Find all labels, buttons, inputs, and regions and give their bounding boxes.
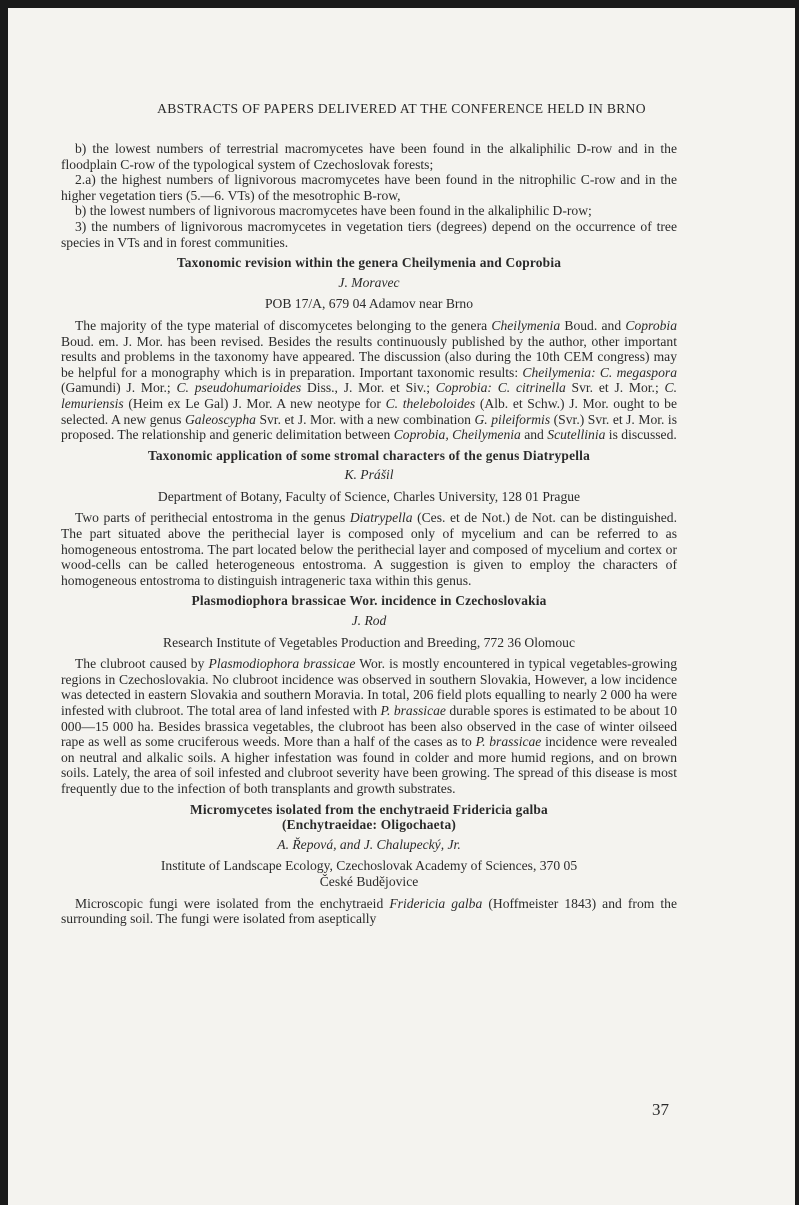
continuation-paragraph: b) the lowest numbers of terrestrial macromycetes have been found in the alkaliphilic D-row and in the floodplain C-row of the typological system of Czechoslovak forests; (61, 141, 677, 172)
article-title: Micromycetes isolated from the enchytraeid Fridericia galba (Enchytraeidae: Oligochaeta) (190, 801, 548, 833)
running-head: ABSTRACTS OF PAPERS DELIVERED AT THE CONFERENCE HELD IN BRNO (157, 101, 646, 116)
abstract-text: The majority of the type material of discomycetes belonging to the genera Cheilymenia Boud. and Coprobia Boud. em. J. Mor. has been revised. Besides the results continuously published by the author, other important results and problems in the taxonomy have appeared. The discussion (also during the 10th CEM congress) may be helpful for a monography which is in preparation. Important taxonomic results: Cheilymenia: C. megaspora (Gamundi) J. Mor.; C. pseudohumarioides Diss., J. Mor. et Siv.; Coprobia: C. citrinella Svr. et J. Mor.; C. lemuriensis (Heim ex Le Gal) J. Mor. A new neotype for C. theleboloides (Alb. et Schw.) J. Mor. ought to be selected. A new genus Galeoscypha Svr. et J. Mor. with a new combination G. pileiformis (Svr.) Svr. et J. Mor. is proposed. The relationship and generic delimitation between Coprobia, Cheilymenia and Scutellinia is discussed. (61, 317, 677, 443)
article-title: Plasmodiophora brassicae Wor. incidence in Czechoslovakia (191, 593, 547, 609)
article-author: K. Prášil (344, 467, 394, 483)
journal-page (8, 8, 795, 1205)
article-author: A. Řepová, and J. Chalupecký, Jr. (277, 836, 461, 852)
abstract-text: The clubroot caused by Plasmodiophora brassicae Wor. is mostly encountered in typical vegetables-growing regions in Czechoslovakia. No clubroot incidence was observed in southern Slovakia, However, a low incidence was detected in eastern Slovakia and southern Moravia. In total, 206 field plots equalling to nearly 2 000 ha were infested with clubroot. The total area of land infested with P. brassicae durable spores is estimated to be about 10 000—15 000 ha. Besides brassica vegetables, the clubroot has been also observed in the case of winter oilseed rape as well as some cruciferous weeds. More than a half of the cases as to P. brassicae incidence were revealed on neutral and alkalic soils. A higher infestation was found in colder and more humid regions, and on brown soils. Lately, the area of soil infested and clubroot severity have been growing. The spread of this disease is most frequently due to the infection of both transplants and growth substrates. (61, 656, 678, 796)
article-affiliation: POB 17/A, 679 04 Adamov near Brno (264, 296, 474, 312)
article-author: J. Moravec (338, 274, 400, 290)
article-affiliation: Institute of Landscape Ecology, Czechoslovak Academy of Sciences, 370 05 České Budějovice (160, 858, 578, 889)
page-content (61, 141, 677, 927)
article-title: Taxonomic application of some stromal characters of the genus Diatrypella (148, 447, 590, 463)
article-affiliation: Research Institute of Vegetables Production and Breeding, 772 36 Olomouc (163, 634, 575, 650)
continuation-paragraph: 2.a) the highest numbers of lignivorous macromycetes have been found in the nitrophilic C-row and in the higher vegetation tiers (5.—6. VTs) of the mesotrophic B-row, (61, 172, 677, 203)
continuation-paragraph: b) the lowest numbers of lignivorous macromycetes have been found in the alkaliphilic D-row; (75, 203, 592, 219)
abstract-text: Two parts of perithecial entostroma in the genus Diatrypella (Ces. et de Not.) de Not. can be distinguished. The part situated above the perithecial layer is composed only of mycelium and can be referred to as homogeneous entostroma. The part located below the perithecial layer and composed of mycelium and cortex or wood-cells can be called heterogeneous entostroma. A suggestion is given to employ the characters of homogeneous entostroma to distinguish intrageneric taxa within this genus. (61, 510, 678, 588)
article-title: Taxonomic revision within the genera Cheilymenia and Coprobia (176, 255, 562, 271)
article-author: J. Rod (351, 613, 387, 629)
continuation-paragraph: 3) the numbers of lignivorous macromycetes in vegetation tiers (degrees) depend on the occurrence of tree species in VTs and in forest communities. (61, 218, 677, 250)
article-affiliation: Department of Botany, Faculty of Science, Charles University, 128 01 Prague (157, 488, 581, 504)
page-number: 37 (652, 1100, 669, 1119)
abstract-text: Microscopic fungi were isolated from the enchytraeid Fridericia galba (Hoffmeister 1843) and from the surrounding soil. The fungi were isolated from aseptically (61, 895, 677, 927)
